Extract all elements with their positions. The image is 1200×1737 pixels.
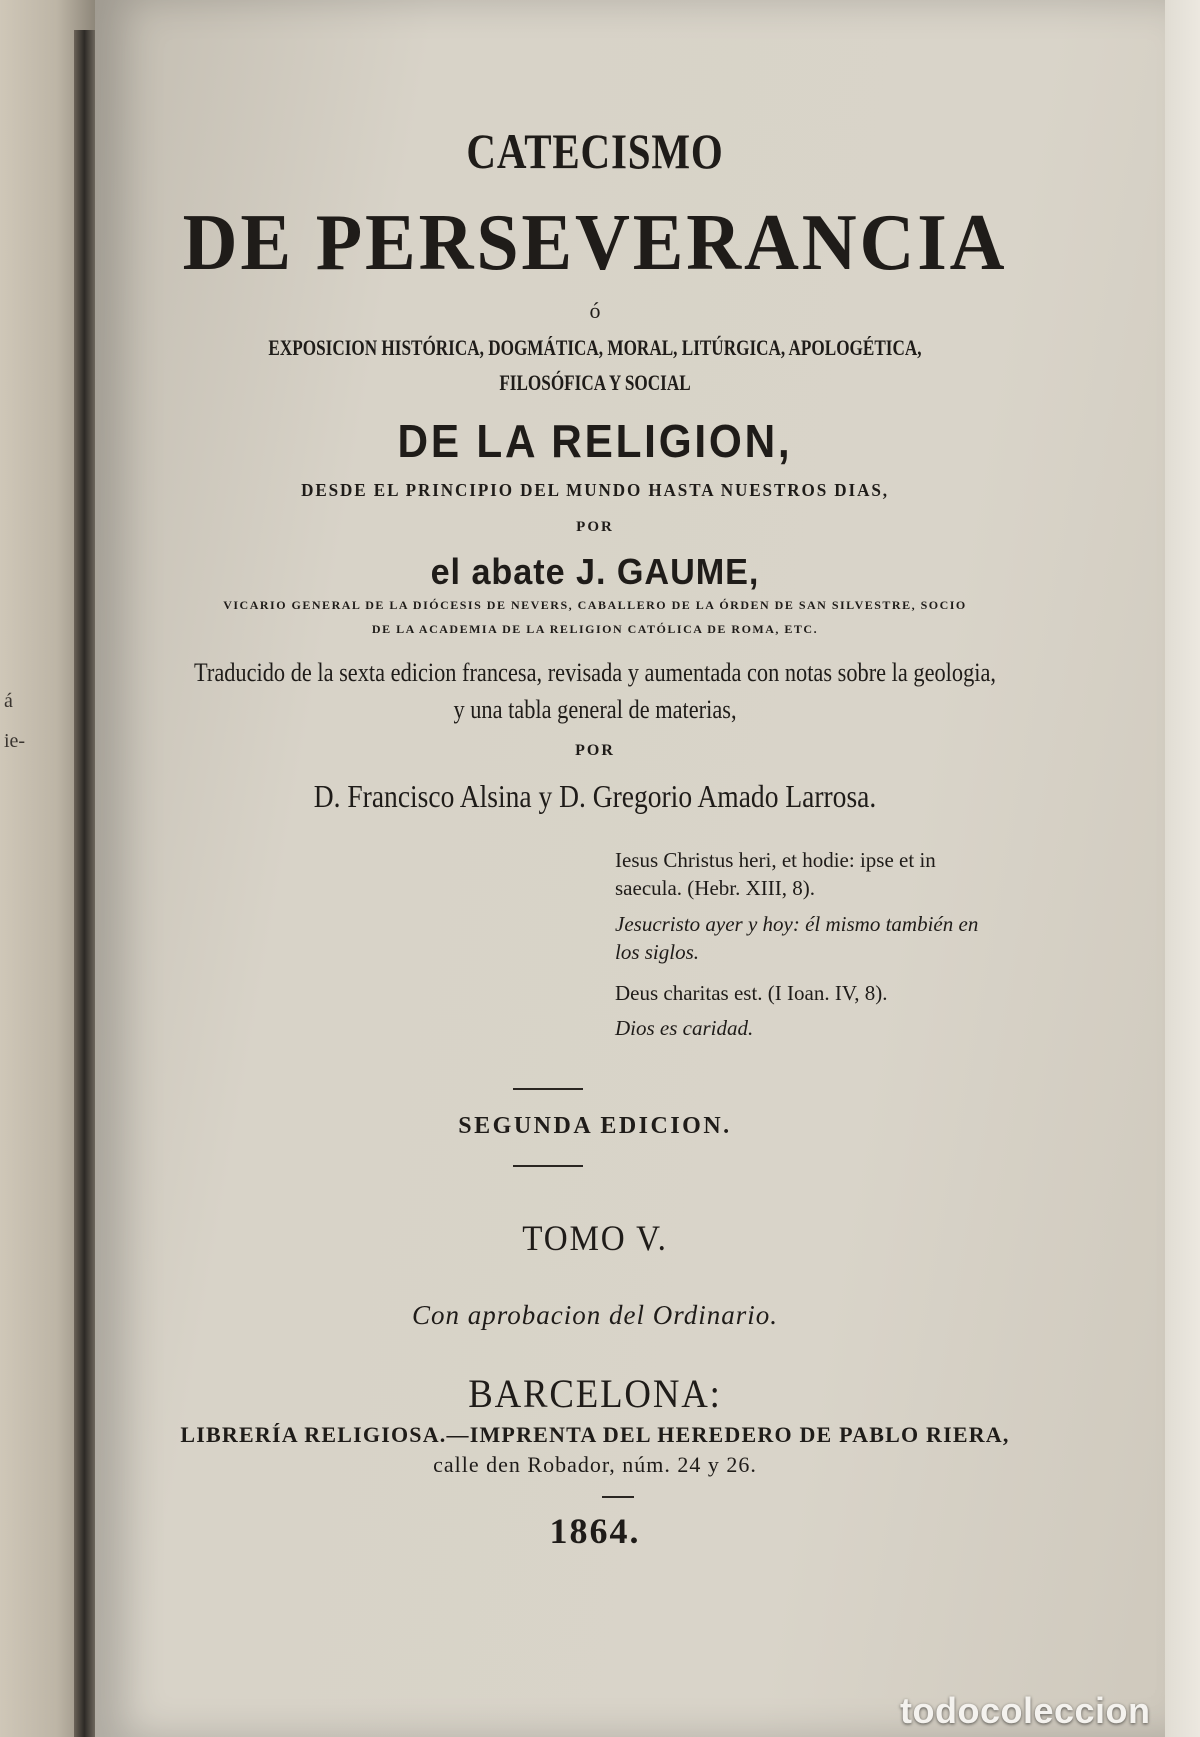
translation-note-line-2: y una tabla general de materias, — [453, 695, 737, 724]
volume-label: TOMO V. — [522, 1218, 668, 1258]
edition-label: SEGUNDA EDICION. — [458, 1113, 732, 1139]
epigraph-latin-1: Iesus Christus heri, et hodie: ipse et in saecula. (Hebr. XIII, 8). — [615, 848, 936, 900]
epigraph-latin-2: Deus charitas est. (I Ioan. IV, 8). — [615, 981, 888, 1005]
by-label: POR — [575, 742, 615, 759]
subject-heading: DE LA RELIGION, — [397, 415, 793, 467]
left-page-fragment: á — [4, 690, 13, 712]
divider-rule — [513, 1088, 583, 1090]
by-label: POR — [576, 519, 614, 535]
city: BARCELONA: — [468, 1371, 722, 1416]
conjunction: ó — [589, 298, 601, 323]
approval-note: Con aprobacion del Ordinario. — [412, 1300, 778, 1330]
watermark: todocoleccion — [900, 1690, 1151, 1731]
translation-note-line-1: Traducido de la sexta edicion francesa, revisada y aumentada con notas sobre la geologia, — [193, 658, 996, 687]
left-page-fragment: ie- — [4, 730, 26, 752]
title-page-text — [95, 0, 1095, 1737]
author-name: el abate J. GAUME, — [430, 551, 760, 592]
subtitle-line-2: FILOSÓFICA Y SOCIAL — [499, 370, 691, 395]
title-line-2: DE PERSEVERANCIA — [182, 199, 1008, 287]
epigraph-spanish-2: Dios es caridad. — [615, 1016, 754, 1040]
author-titles-line-1: VICARIO GENERAL DE LA DIÓCESIS DE NEVERS, CABALLERO DE LA ÓRDEN DE SAN SILVESTRE, SOCIO — [223, 598, 967, 612]
translators: D. Francisco Alsina y D. Gregorio Amado Larrosa. — [313, 778, 877, 814]
author-titles-line-2: DE LA ACADEMIA DE LA RELIGION CATÓLICA DE ROMA, ETC. — [371, 622, 819, 636]
divider-rule — [602, 1496, 634, 1498]
publisher-address: calle den Robador, núm. 24 y 26. — [433, 1452, 757, 1477]
divider-rule — [513, 1165, 583, 1167]
publisher: LIBRERÍA RELIGIOSA.—IMPRENTA DEL HEREDERO DE PABLO RIERA, — [180, 1422, 1010, 1447]
title-line-1: CATECISMO — [466, 123, 724, 179]
scope-line: DESDE EL PRINCIPIO DEL MUNDO HASTA NUESTROS DIAS, — [301, 480, 889, 500]
subtitle-line-1: EXPOSICION HISTÓRICA, DOGMÁTICA, MORAL, LITÚRGICA, APOLOGÉTICA, — [268, 335, 922, 360]
epigraph-spanish-1: Jesucristo ayer y hoy: él mismo también en los siglos. — [615, 912, 979, 964]
publication-year: 1864. — [549, 1511, 641, 1551]
